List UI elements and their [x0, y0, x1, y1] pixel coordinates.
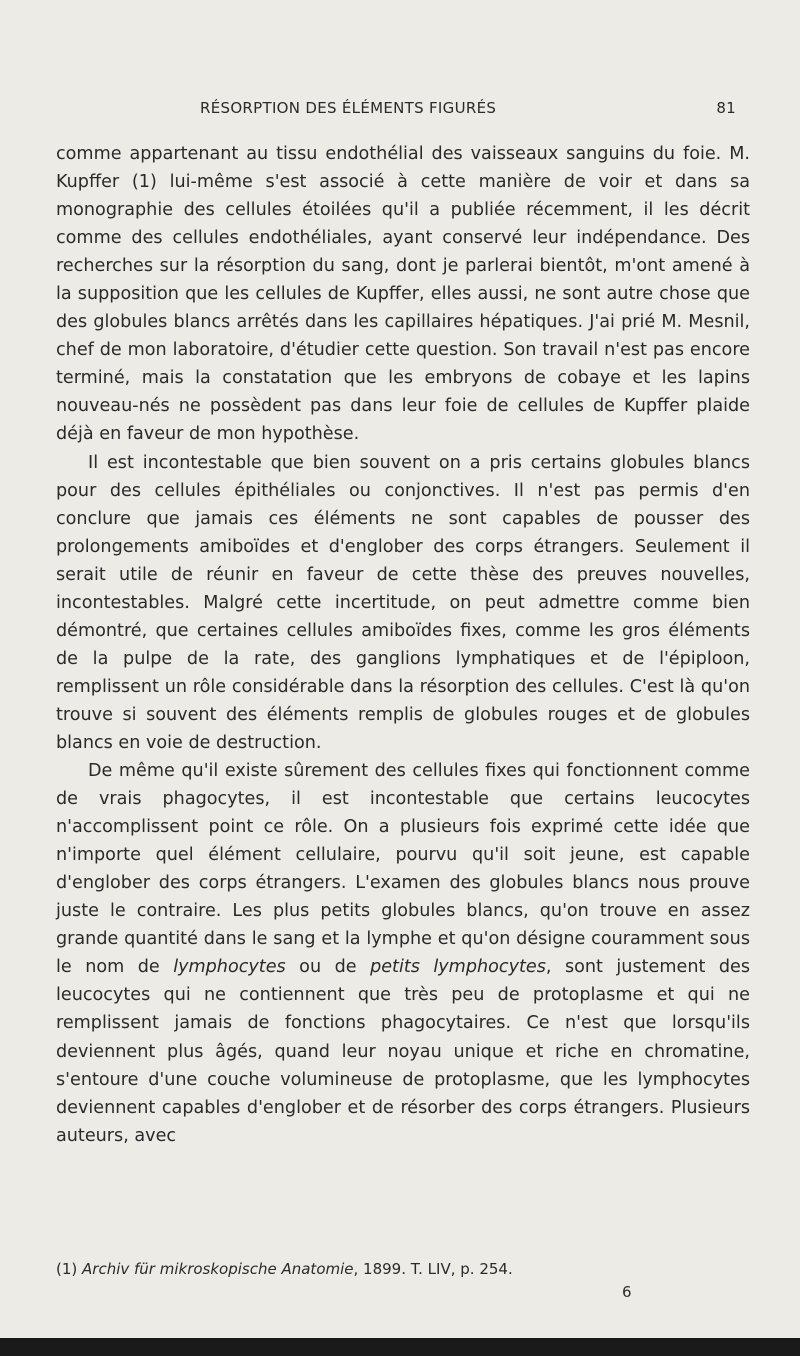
page-number: 81 — [716, 99, 736, 117]
paragraph — [56, 449, 750, 758]
text-run: comme appartenant au tissu endothélial des vaisseaux sanguins du foie. M. Kupffer (1) lui-même s'est associé à cette manière de voir et dans sa monographie des cellules étoilées qu'il a publiée récemment, il les décrit comme des cellules endothéliales, ayant conservé leur indépendance. Des recherches sur la résorption du sang, dont je parlerai bientôt, m'ont amené à la supposition que les cellules de Kupffer, elles aussi, ne sont autre chose que des globules blancs arrêtés dans les capillaires hépatiques. J'ai prié M. Mesnil, chef de mon laboratoire, d'étudier cette question. Son travail n'est pas encore terminé, mais la constatation que les embryons de cobaye et les lapins nouveau-nés ne possèdent pas dans leur foie de cellules de Kupffer plaide déjà en faveur de mon hypothèse. — [56, 144, 750, 445]
text-run: De même qu'il existe sûrement des cellules fixes qui fonctionnent comme de vrais phagocytes, il est incontestable que certains leucocytes n'accomplissent point ce rôle. On a plusieurs fois exprimé cette idée que n'importe quel élément cellulaire, pourvu qu'il soit jeune, est capable d'englober des corps étrangers. L'examen des globules blancs nous prouve juste le contraire. Les plus petits globules blancs, qu'on trouve en assez grande quantité dans le sang et la lymphe et qu'on désigne couramment sous le nom de — [56, 761, 750, 978]
text-run: , sont justement des leucocytes qui ne contiennent que très peu de protoplasme et qui ne remplissent jamais de fonctions phagocytaires. Ce n'est que lorsqu'ils deviennent plus âgés, quand leur noyau unique et riche en chromatine, s'entoure d'une couche volumineuse de protoplasme, que les lymphocytes deviennent capables d'englober et de résorber des corps étrangers. Plusieurs auteurs, avec — [56, 957, 751, 1146]
text-run: ou de — [285, 957, 371, 978]
paragraph — [56, 140, 750, 449]
italic-term: lymphocytes — [173, 957, 286, 978]
footnote — [56, 1259, 750, 1279]
running-title: RÉSORPTION DES ÉLÉMENTS FIGURÉS — [200, 99, 497, 117]
footnote-marker: (1) — [56, 1260, 83, 1278]
text-run: Il est incontestable que bien souvent on a pris certains globules blancs pour des cellules épithéliales ou conjonctives. Il n'est pas permis d'en conclure que jamais ces éléments ne sont capables de pousser des prolongements amiboïdes et d'englober des corps étrangers. Seulement il serait utile de réunir en faveur de cette thèse des preuves nouvelles, incontestables. Malgré cette incertitude, on peut admettre comme bien démontré, que certaines cellules amiboïdes fixes, comme les gros éléments de la pulpe de la rate, des ganglions lymphatiques et de l'épiploon, remplissent un rôle considérable dans la résorption des cellules. C'est là qu'on trouve si souvent des éléments remplis de globules rouges et de globules blancs en voie de destruction. — [56, 452, 750, 753]
paragraph — [56, 757, 750, 1150]
scan-edge-band — [0, 1338, 800, 1356]
body-text — [56, 140, 750, 1150]
footnote-journal-title: Archiv für mikroskopische Anatomie — [82, 1260, 354, 1278]
italic-term: petits lymphocytes — [370, 957, 546, 978]
signature-mark: 6 — [622, 1283, 632, 1301]
footnote-citation: , 1899. T. LIV, p. 254. — [353, 1260, 513, 1278]
